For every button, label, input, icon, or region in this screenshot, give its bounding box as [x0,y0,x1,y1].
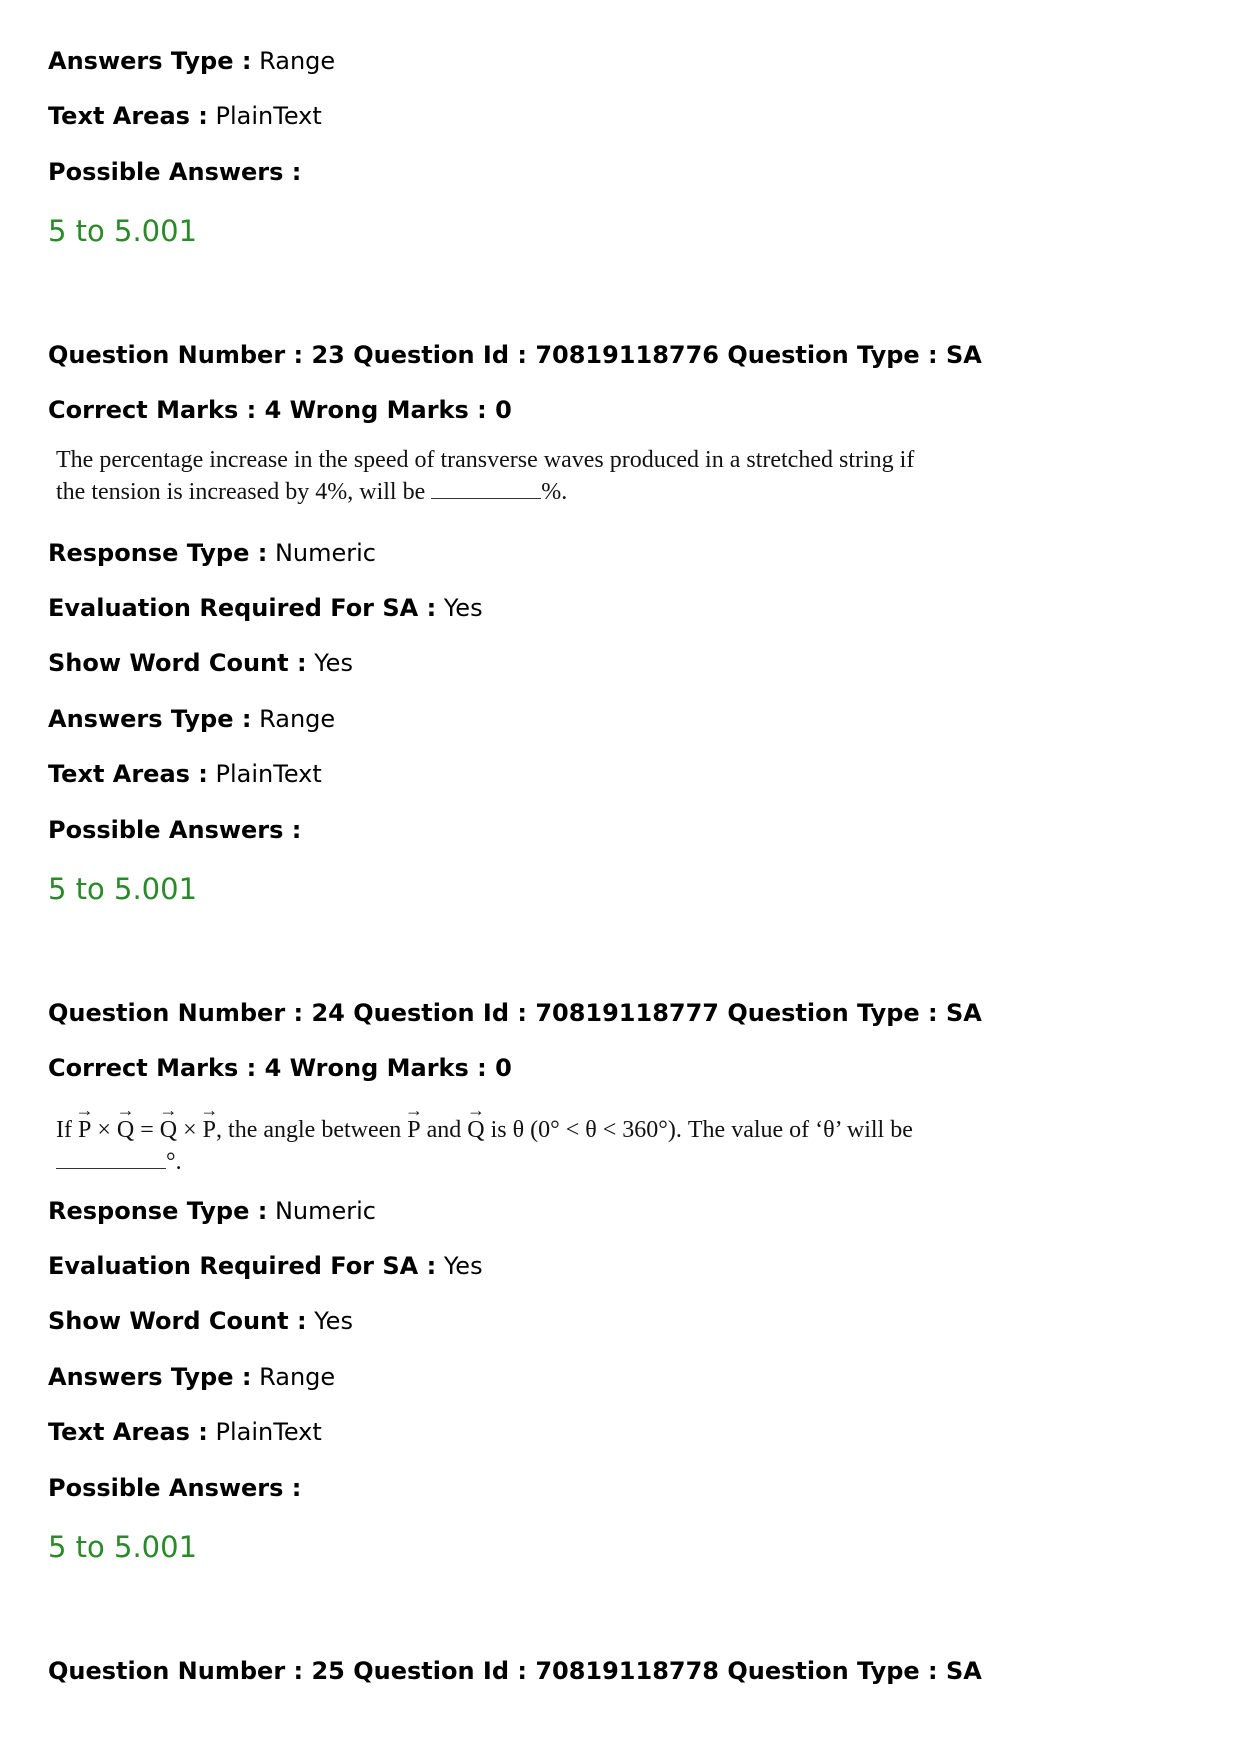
evaluation-row: Evaluation Required For SA : Yes [48,594,483,622]
possible-answers-label: Possible Answers : [48,1474,302,1502]
marks-row: Correct Marks : 4 Wrong Marks : 0 [48,1054,512,1082]
possible-answer-value: 5 to 5.001 [48,214,198,248]
vector-p: → P [407,1114,420,1146]
response-type-row: Response Type : Numeric [48,539,376,567]
text-areas-row: Text Areas : PlainText [48,1418,322,1446]
question-text: If → P × → Q = → Q × → P, the angle between → P and → Q is θ (0° < θ < 360°). The value of ‘θ’ will be °. [56,1114,956,1178]
word-count-row: Show Word Count : Yes [48,649,353,677]
answers-type-row: Answers Type : Range [48,47,336,75]
text-areas-row: Text Areas : PlainText [48,760,322,788]
vector-q: → Q [467,1114,484,1146]
response-type-row: Response Type : Numeric [48,1197,376,1225]
question-text: The percentage increase in the speed of transverse waves produced in a stretched string if the tension is increased by 4%, will be %. [56,447,915,505]
possible-answer-value: 5 to 5.001 [48,872,198,906]
possible-answers-label: Possible Answers : [48,158,302,186]
vector-q: → Q [160,1114,177,1146]
possible-answer-value: 5 to 5.001 [48,1530,198,1564]
answers-type-row: Answers Type : Range [48,705,336,733]
possible-answers-label: Possible Answers : [48,816,302,844]
marks-row: Correct Marks : 4 Wrong Marks : 0 [48,396,512,424]
question-header: Question Number : 25 Question Id : 70819118778 Question Type : SA [48,1657,982,1685]
text-areas-row: Text Areas : PlainText [48,102,322,130]
question-header: Question Number : 24 Question Id : 70819118777 Question Type : SA [48,999,982,1027]
vector-q: → Q [117,1114,134,1146]
vector-p: → P [203,1114,216,1146]
answer-blank [56,1148,166,1169]
answer-blank [431,478,541,499]
evaluation-row: Evaluation Required For SA : Yes [48,1252,483,1280]
word-count-row: Show Word Count : Yes [48,1307,353,1335]
vector-p: → P [78,1114,91,1146]
question-header: Question Number : 23 Question Id : 70819118776 Question Type : SA [48,341,982,369]
answers-type-row: Answers Type : Range [48,1363,336,1391]
